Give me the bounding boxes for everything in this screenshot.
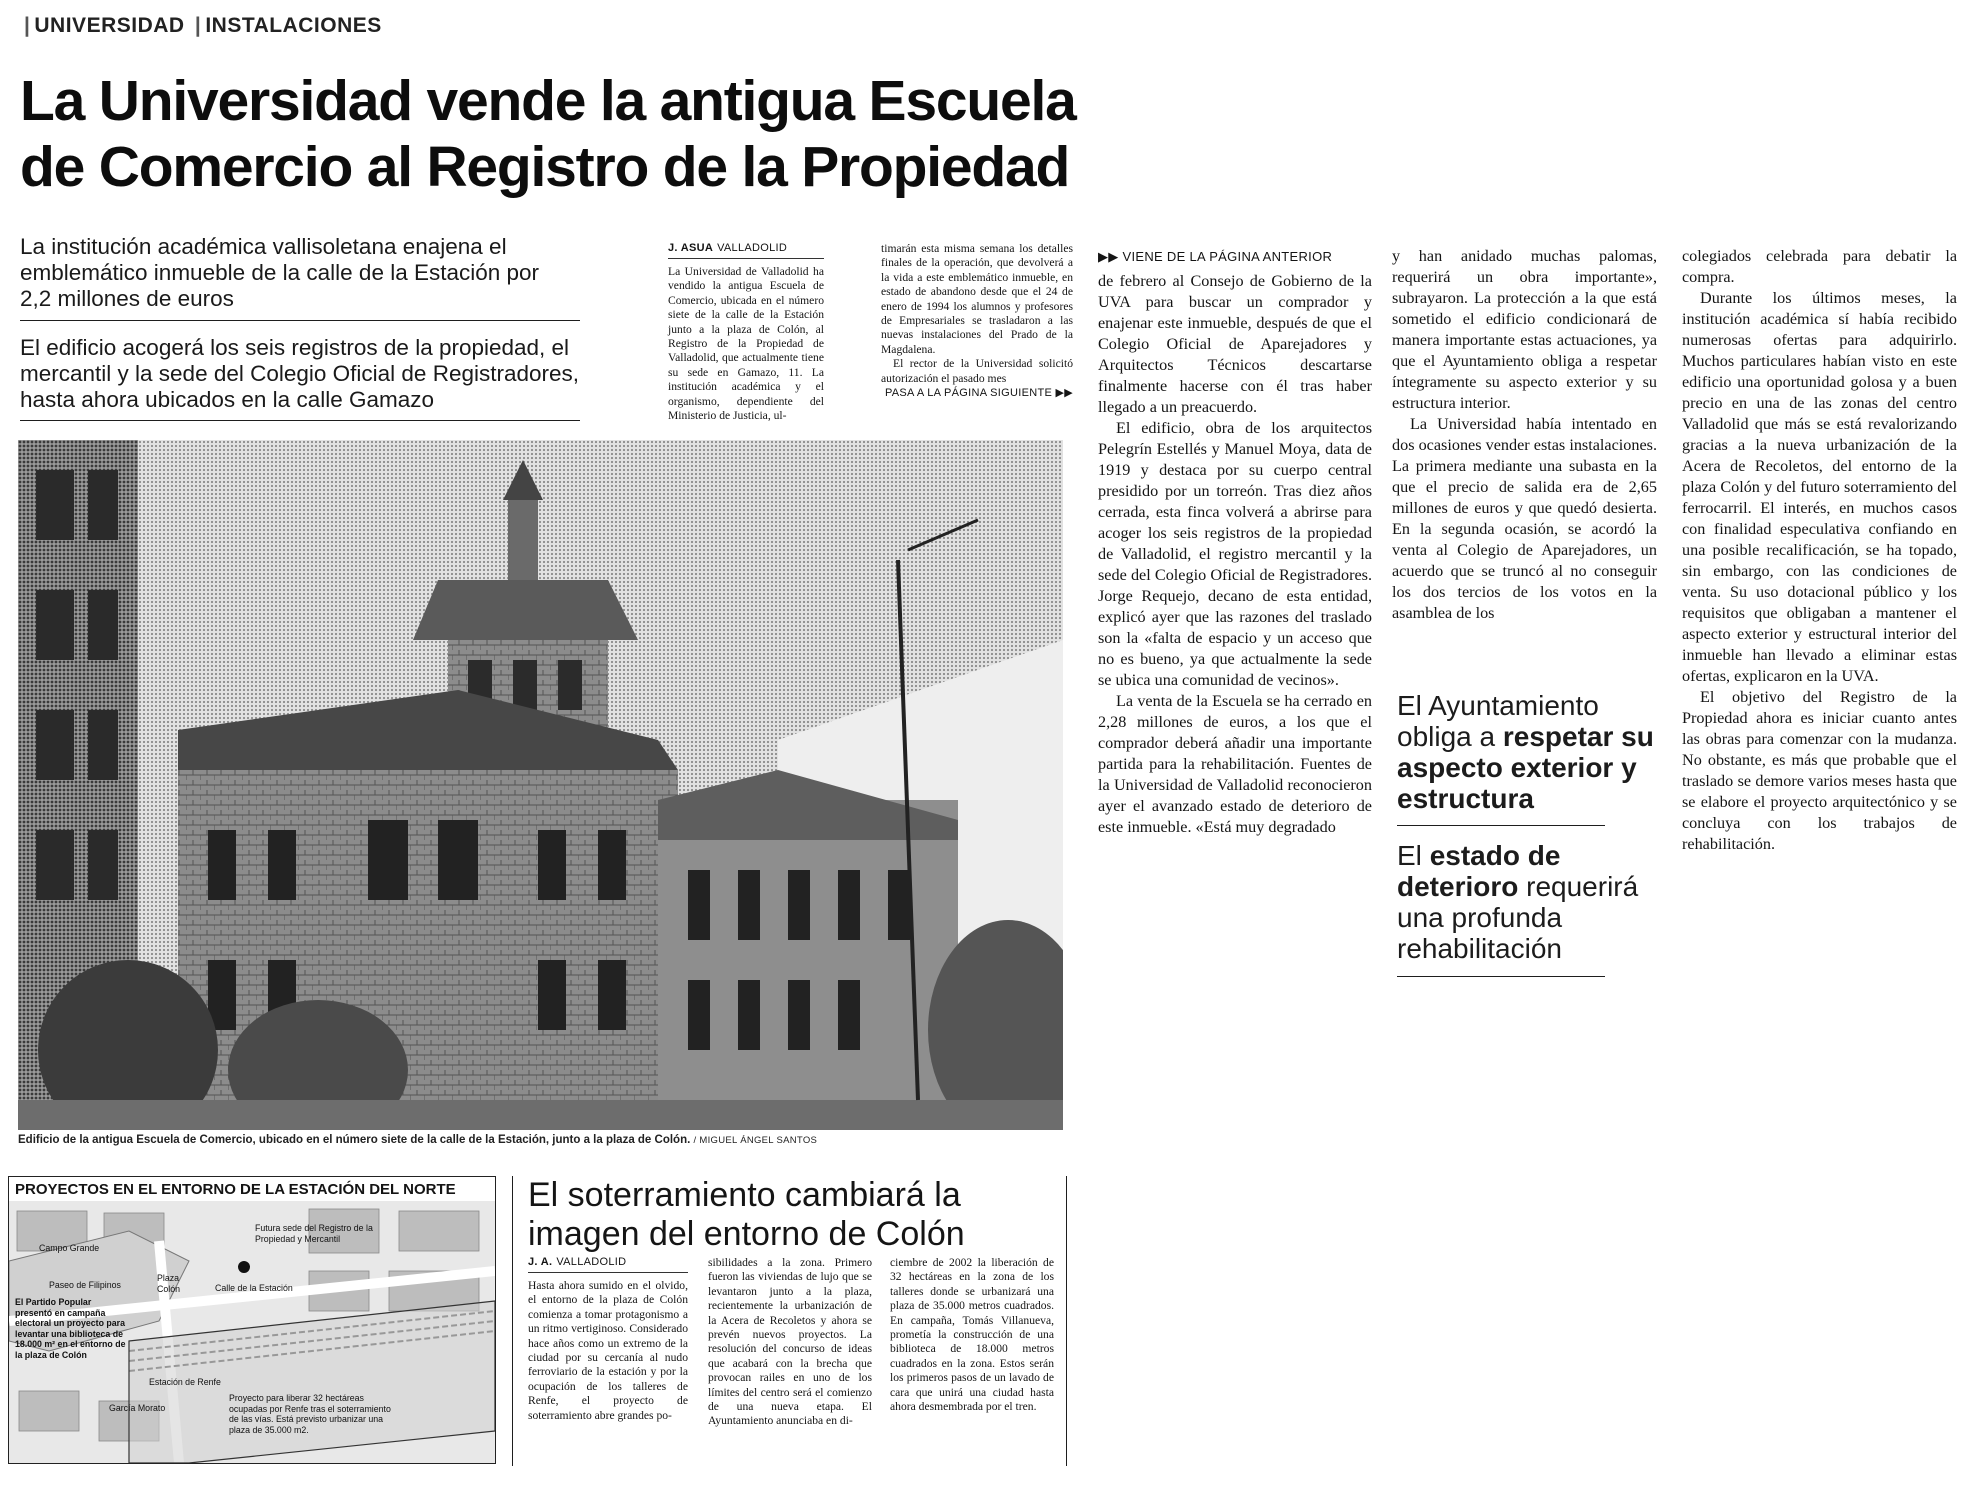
map-label-garcia-morato: García Morato [109, 1403, 166, 1413]
map-label-pp-note: El Partido Popular presentó en campaña electoral un proyecto para levantar una biblioteca de 18.000 m² en el entorno de la plaza de Colón [15, 1297, 126, 1360]
pull-quote-2-a: El [1397, 840, 1430, 871]
right-col2-p2: La Universidad había intentado en dos ocasiones vender estas instalaciones. La primera mediante una subasta en la que el precio de salida era de 2,65 millones de euros y que quedó desierta. En la segunda ocasión, se acordó la venta al Colegio de Aparejadores, un acuerdo que se truncó al no conseguir los dos tercios de los votos en la asamblea de los [1392, 415, 1657, 622]
right-col-2 [1392, 246, 1657, 624]
pull-quote-2-c: requerirá una profunda rehabilitación [1397, 871, 1639, 964]
pull-quote-1-a: El Ayuntamiento obliga a [1397, 690, 1599, 752]
deck-2: El edificio acogerá los seis registros de la propiedad, el mercantil y la sede del Colegio Oficial de Registradores, hasta ahora ubicados en la calle Gamazo [20, 335, 580, 412]
deck-divider-bottom [20, 420, 580, 421]
pull-quote-2-b: estado de deterioro [1397, 840, 1561, 902]
map-title: PROYECTOS EN EL ENTORNO DE LA ESTACIÓN DEL NORTE [9, 1177, 495, 1202]
right-col3-p2: Durante los últimos meses, la institución académica sí había recibido numerosas ofertas para adquirirlo. Muchos particulares habían visto en este edificio una oportunidad golosa y a buen precio en una de las zonas del centro Valladolid que más se está revalorizando gracias a la nueva urbanización de la Acera de Recoletos, del entorno de la plaza Colón y del futuro soterramiento del ferrocarril. El interés, en muchos casos con finalidad especulativa confiando en una posible recalificación, se ha topado, sin embargo, con las condiciones de venta. Su uso dotacional público y los requisitos que obligaban a mantener el aspecto exterior y estructural interior del inmueble han llevado a eliminar estas ofertas, explicaron en la UVA. [1682, 289, 1957, 685]
map-label-paseo-filipinos: Paseo de Filipinos [49, 1280, 121, 1290]
jump-next-page: PASA A LA PÁGINA SIGUIENTE ▶▶ [884, 387, 1073, 400]
map-label-plaza-colon: Plaza Colón [157, 1273, 180, 1294]
pull-quote-divider [1397, 825, 1605, 826]
photo-credit: / MIGUEL ÁNGEL SANTOS [693, 1135, 818, 1146]
main-byline-city: VALLADOLID [717, 242, 788, 254]
main-article-col-2 [881, 242, 1073, 400]
building-illustration [18, 440, 1063, 1130]
right-col-1 [1098, 246, 1372, 838]
jump-previous-page: ▶▶ VIENE DE LA PÁGINA ANTERIOR [1098, 249, 1333, 264]
right-col1-p3: La venta de la Escuela se ha cerrado en 2,28 millones de euros, a los que el comprador deberá añadir una importante partida para la rehabilitación. Fuentes de la Universidad de Valladolid reconocieron ayer el avanzado estado de deterioro de este inmueble. «Está muy degradado [1098, 692, 1372, 836]
photo-caption-text: Edificio de la antigua Escuela de Comercio, ubicado en el número siete de la calle de la Estación, junto a la plaza de Colón. [18, 1134, 691, 1146]
section-tag-instalaciones: INSTALACIONES [205, 14, 382, 37]
map-label-future-registro: Futura sede del Registro de la Propiedad y Mercantil [255, 1223, 373, 1244]
main-col2-p2: El rector de la Universidad solicitó autorización el pasado mes [881, 357, 1073, 385]
map-label-renfe-project: Proyecto para liberar 32 hectáreas ocupadas por Renfe tras el soterramiento de las vías. Está previsto urbanizar una plaza de 35.000 m2. [229, 1393, 391, 1435]
map-label-estacion-renfe: Estación de Renfe [149, 1377, 221, 1387]
right-col3-p3: El objetivo del Registro de la Propiedad ahora es iniciar cuanto antes las obras para comenzar con la mudanza. No obstante, es más que probable que el traslado se demore varios meses hasta que se elabore el proyecto arquitectónico y se concluya con los trabajos de rehabilitación. [1682, 688, 1957, 853]
pull-quote-1 [1397, 690, 1667, 814]
headline: La Universidad vende la antigua Escuela de Comercio al Registro de la Propiedad [20, 69, 1076, 199]
sub-article-col-1 [528, 1256, 688, 1423]
right-col1-p2: El edificio, obra de los arquitectos Pelegrín Estellés y Manuel Moya, data de 1919 y destaca por su cuerpo central presidido por un torreón. Tras diez años cerrada, esta finca volverá a abrirse para acoger los seis registros de la propiedad de Valladolid, el registro mercantil y la sede del Colegio Oficial de Registradores. Jorge Requejo, decano de esta entidad, explicó ayer que las razones del traslado son la «falta de espacio y un acceso que no es bueno, ya que actualmente la sede se ubica una comunidad de vecinos». [1098, 419, 1372, 689]
building-photo [18, 440, 1063, 1130]
main-col2-p1: timarán esta misma semana los detalles finales de la operación, que devolverá a la vida a este emblemático inmueble, en estado de abandono desde que el 24 de enero de 1994 los alumnos y profesores de Empresariales se trasladaron a las nuevas instalaciones del Prado de la Magdalena. [881, 242, 1073, 356]
sub-col3-text: ciembre de 2002 la liberación de 32 hectáreas en la zona de los talleres donde se urbanizará una plaza de 35.000 metros cuadrados. En campaña, Tomás Villanueva, prometía la construcción de una biblioteca de 18.000 metros cuadrados en la zona. Estos serán los primeros pasos de un lavado de cara que unirá una ciudad hasta ahora desmembrada por el tren. [890, 1256, 1054, 1414]
sub-col2-text: sibilidades a la zona. Primero fueron las viviendas de lujo que se levantaron junto a la plaza, recientemente la urbanización de la Acera de Recoletos y ahora se prevén nuevos proyectos. La resolución del concurso de ideas que acabará con la brecha que provocan railes en uno de los límites del centro será el comienzo de una nueva etapa. El Ayuntamiento anunciaba en di- [708, 1256, 872, 1428]
right-col1-p1: de febrero al Consejo de Gobierno de la UVA para buscar un comprador y enajenar este inmueble, después de que el Colegio Oficial de Aparejadores y Arquitectos Técnicos descartarse finalmente hacerse con él tras haber llegado a un preacuerdo. [1098, 272, 1372, 416]
right-col3-p1: colegiados celebrada para debatir la compra. [1682, 247, 1957, 286]
sub-article-col-3 [890, 1256, 1054, 1414]
main-byline-author: J. ASUA [668, 242, 714, 254]
main-byline [668, 242, 824, 259]
sub-byline-city: VALLADOLID [556, 1256, 627, 1268]
sub-headline: El soterramiento cambiará la imagen del entorno de Colón [528, 1176, 965, 1253]
pull-quote-1-b: respetar su aspecto exterior y estructura [1397, 721, 1654, 814]
sub-article-right-border [1066, 1176, 1067, 1466]
sub-col1-text: Hasta ahora sumido en el olvido, el entorno de la plaza de Colón comienza a tomar protagonismo a un ritmo vertiginoso. Considerado hace años como un extremo de la ciudad por su cercanía al nudo ferroviario de la estación y por la ocupación de los talleres de Renfe, el proyecto de soterramiento abre grandes po- [528, 1279, 688, 1422]
pull-quote-divider-bottom [1397, 976, 1605, 977]
map-infographic [8, 1176, 496, 1464]
pull-quote-2 [1397, 840, 1657, 964]
map-label-calle-estacion: Calle de la Estación [215, 1283, 293, 1293]
section-tag: | UNIVERSIDAD | INSTALACIONES [24, 14, 382, 37]
main-col1-text: La Universidad de Valladolid ha vendido la antigua Escuela de Comercio, ubicada en el número siete de la calle de la Estación junto a la plaza de Colón, al Registro de la Propiedad de Valladolid, que actualmente tiene su sede en Gamazo, 11. La institución académica y el organismo, dependiente del Ministerio de Justicia, ul- [668, 265, 824, 423]
right-col2-p1: y han anidado muchas palomas, requerirá un obra importante», subrayaron. La protección a la que está sometido el edificio condicionará de manera importante estas actuaciones, ya que el Ayuntamiento obliga a respetar íntegramente su aspecto exterior y su estructura interior. [1392, 247, 1657, 412]
sub-byline-author: J. A. [528, 1256, 553, 1268]
sub-byline [528, 1256, 688, 1273]
photo-caption [18, 1134, 1063, 1146]
map-label-campo-grande: Campo Grande [39, 1243, 100, 1253]
sub-article-col-2 [708, 1256, 872, 1429]
deck-1: La institución académica vallisoletana enajena el emblemático inmueble de la calle de la Estación por 2,2 millones de euros [20, 234, 540, 311]
deck-divider [20, 320, 580, 321]
main-article-col-1 [668, 242, 824, 423]
right-col-3 [1682, 246, 1957, 855]
section-tag-universidad: UNIVERSIDAD [34, 14, 185, 37]
sub-article-left-border [512, 1176, 513, 1466]
